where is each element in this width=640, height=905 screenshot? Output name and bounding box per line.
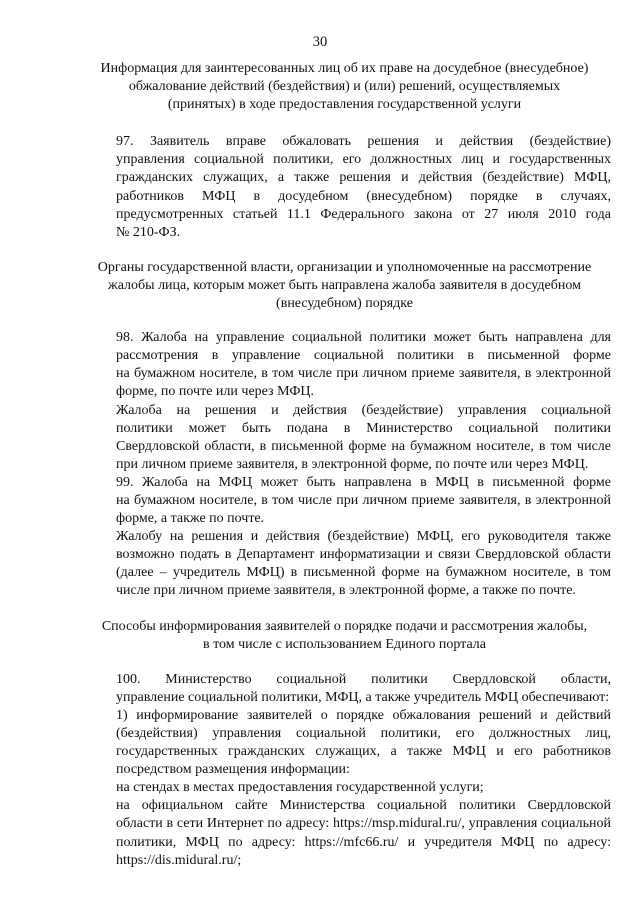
paragraph-100-stands xyxy=(78,779,611,797)
text-line: политики может быть подана в Министерство социальной политики xyxy=(116,420,611,436)
text-line: https://dis.midural.ru/; xyxy=(116,852,242,868)
heading-line: (внесудебном) порядке xyxy=(276,296,413,312)
paragraph-99-department xyxy=(78,528,611,600)
text-line: политики, МФЦ по адресу: https://mfc66.ru/ и учредителя МФЦ по адресу: xyxy=(116,834,611,850)
text-line: Свердловской области, в письменной форме на бумажном носителе, в том числе xyxy=(116,438,611,454)
section-heading-information-methods xyxy=(78,618,611,654)
text-line: 97. Заявитель вправе обжаловать решения и действия (бездействие) xyxy=(116,134,611,150)
section-heading-appeal-rights xyxy=(78,60,611,114)
heading-line: обжалование действий (бездействия) и (или) решений, осуществляемых xyxy=(128,79,561,95)
text-line: 1) информирование заявителей о порядке обжалования решений и действий xyxy=(116,707,611,723)
document-body xyxy=(78,60,611,870)
heading-line: жалобы лица, которым может быть направлена жалоба заявителя в досудебном xyxy=(108,277,581,293)
text-line: (бездействия) управления социальной политики, его должностных лиц, xyxy=(116,726,611,741)
text-line: 100. Министерство социальной политики Свердловской области, xyxy=(116,671,611,687)
paragraph-97 xyxy=(78,133,611,242)
text-line: 98. Жалоба на управление социальной политики может быть направлена для xyxy=(116,330,611,346)
text-line: Жалобу на решения и действия (бездействие) МФЦ, его руководителя также xyxy=(116,529,611,545)
text-line: № 210-ФЗ. xyxy=(116,224,181,240)
text-line: на бумажном носителе, в том числе при личном приеме заявителя, в электронной xyxy=(116,366,611,382)
text-line: (далее – учредитель МФЦ) в письменной форме на бумажном носителе, в том xyxy=(116,565,611,581)
paragraph-100-websites xyxy=(78,797,611,869)
heading-line: (принятых) в ходе предоставления государственной услуги xyxy=(167,97,522,113)
paragraph-98-ministry xyxy=(78,402,611,474)
text-line: на бумажном носителе, в том числе при личном приеме заявителя, в электронной xyxy=(116,492,611,508)
text-line: государственных гражданских служащих, а также МФЦ и его работников xyxy=(116,744,611,760)
paragraph-99 xyxy=(78,474,611,528)
page-number: 30 xyxy=(312,34,328,50)
text-line: на стендах в местах предоставления государственной услуги; xyxy=(116,780,484,796)
text-line: области в сети Интернет по адресу: https://msp.midural.ru/, управления социальной xyxy=(116,816,611,832)
text-line: управление социальной политики, МФЦ, а также учредитель МФЦ обеспечивают: xyxy=(116,689,610,705)
heading-line: Способы информирования заявителей о порядке подачи и рассмотрения жалобы, xyxy=(101,618,588,634)
section-heading-complaint-bodies xyxy=(78,259,611,313)
paragraph-100 xyxy=(78,671,611,707)
text-line: форме, по почте или через МФЦ. xyxy=(116,384,315,400)
text-line: числе при личном приеме заявителя, в электронной форме, а также по почте. xyxy=(116,583,576,599)
text-line: 99. Жалоба на МФЦ может быть направлена в МФЦ в письменной форме xyxy=(116,474,611,490)
text-line: предусмотренных статьей 11.1 Федерального закона от 27 июля 2010 года xyxy=(116,206,611,222)
paragraph-98 xyxy=(78,329,611,401)
text-line: на официальном сайте Министерства социальной политики Свердловской xyxy=(116,798,611,814)
text-line: работников МФЦ в досудебном (внесудебном) порядке в случаях, xyxy=(116,188,611,204)
heading-line: Информация для заинтересованных лиц об их праве на досудебное (внесудебное) xyxy=(100,61,589,76)
text-line: управления социальной политики, его должностных лиц и государственных xyxy=(116,152,611,168)
heading-line: в том числе с использованием Единого портала xyxy=(202,636,486,652)
text-line: рассмотрения в управление социальной политики в письменной форме xyxy=(116,348,611,364)
text-line: Жалоба на решения и действия (бездействие) управления социальной xyxy=(116,402,611,418)
text-line: при личном приеме заявителя, в электронной форме, по почте или через МФЦ. xyxy=(116,456,589,472)
text-line: посредством размещения информации: xyxy=(116,762,350,778)
text-line: форме, а также по почте. xyxy=(116,511,265,527)
paragraph-100-item-1 xyxy=(78,707,611,779)
text-line: возможно подать в Департамент информатизации и связи Свердловской области xyxy=(116,547,611,563)
text-line: гражданских служащих, а также решения и действия (бездействие) МФЦ, xyxy=(116,170,611,186)
heading-line: Органы государственной власти, организации и уполномоченные на рассмотрение xyxy=(97,259,592,275)
